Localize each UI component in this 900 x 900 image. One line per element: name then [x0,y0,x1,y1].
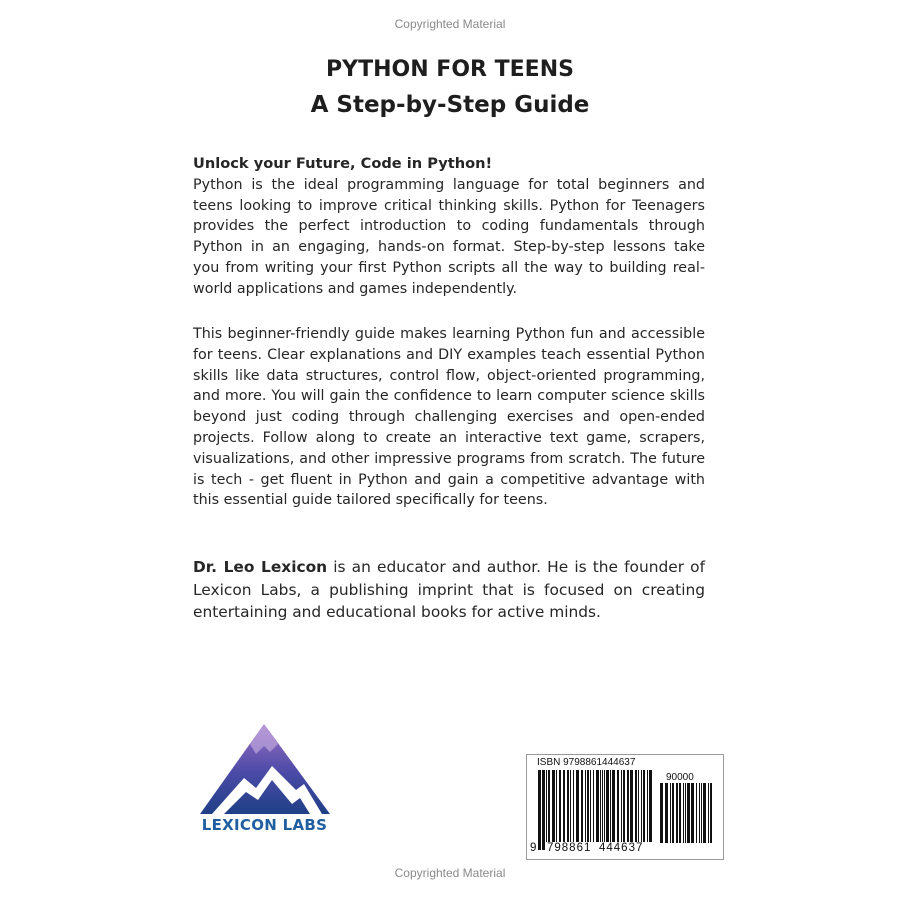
barcode-bar [641,770,642,842]
author-bio-text: is an educator and author. He is the founder of Lexicon Labs, a publishing imprint that is focused on creating entertaining and educational books for active minds. [193,558,705,621]
barcode-digit-group-2: 444637 [599,842,644,854]
barcode-bar [612,770,615,842]
barcode-bar [665,783,668,843]
barcode-bar [710,783,712,843]
barcode-bar [576,770,579,842]
barcode-bar [593,770,594,842]
barcode-bar [585,770,586,842]
barcode-bar [679,783,681,843]
isbn-barcode [526,754,724,860]
publisher-logo [192,722,337,837]
barcode-bar [567,770,569,842]
barcode-bar [635,770,637,850]
publisher-name: LEXICON LABS [201,816,328,834]
barcode-bar [573,770,574,842]
mountain-icon [192,722,337,818]
copyright-watermark-top: Copyrighted Material [394,17,506,31]
barcode-bar [691,783,694,843]
barcode-bar [590,770,591,842]
price-code: 90000 [666,772,694,783]
barcode-bar [660,783,663,843]
barcode-bar [703,783,706,843]
barcode-bar [538,770,541,850]
blurb-heading: Unlock your Future, Code in Python! [193,155,493,172]
barcode-digit-group-1: 798861 [547,842,592,854]
barcode-bar [708,783,709,843]
barcode-bar [701,783,702,843]
barcode-bar [581,770,583,842]
barcode-bar [570,770,571,842]
barcode-bar [621,770,622,842]
barcode-bar [604,770,605,842]
barcode-bar [542,770,545,850]
barcode-bar [596,770,599,842]
barcode-bar [606,770,609,842]
barcode-bar [556,770,557,842]
barcode-bar [630,770,633,850]
book-title: PYTHON FOR TEENS [326,57,574,82]
barcode-bar [563,770,565,842]
barcode-addon-bars [660,783,712,843]
barcode-bar [683,783,684,843]
barcode-bar [623,770,625,842]
barcode-bar [610,770,611,842]
barcode-bar [672,783,674,843]
barcode-bar [559,770,561,842]
barcode-digit-first: 9 [530,842,538,854]
barcode-bar [649,770,652,842]
author-bio [193,556,705,624]
book-subtitle: A Step-by-Step Guide [310,92,590,118]
barcode-bar [676,783,678,843]
barcode-bar [600,770,601,842]
barcode-bar [587,770,589,842]
barcode-bar [638,770,639,842]
barcode-bar [548,770,550,842]
barcode-bar [647,770,648,842]
blurb-paragraph-1 [193,154,705,300]
blurb-paragraph-2: This beginner-friendly guide makes learning Python fun and accessible for teens. Clear explanations and DIY examples teach essential Python skills like data structures, control flow, object-oriented programming, and more. You will gain the confidence to learn computer science skills beyond just coding through challenging exercises and open-ended projects. Follow along to create an interactive text game, scrapers, visualizations, and other impressive programs from scratch. The future is tech - get fluent in Python and gain a competitive advantage with this essential guide tailored specifically for teens. [193,326,705,509]
isbn-label: ISBN 9798861444637 [537,757,636,768]
barcode-bar [643,770,645,842]
blurb-paragraph-1-text: Python is the ideal programming language for total beginners and teens looking to improve critical thinking skills. Python for Teenagers provides the perfect introduction to coding fundamentals through Python in an engaging, hands-on format. Step-by-step lessons take you from writing your first Python scripts all the way to building real-world applications and games independently. [193,176,705,297]
barcode-bar [670,783,671,843]
barcode-bar [617,770,619,842]
barcode-bar [546,770,547,842]
barcode-bars [538,770,654,850]
barcode-bar [602,770,603,842]
barcode-bar [552,770,555,842]
barcode-bar [696,783,697,843]
barcode-bar [699,783,700,843]
barcode-bar [687,783,690,843]
copyright-watermark-bottom: Copyrighted Material [394,866,506,880]
barcode-bar [685,783,686,843]
author-name: Dr. Leo Lexicon [193,558,328,576]
barcode-bar [627,770,629,842]
